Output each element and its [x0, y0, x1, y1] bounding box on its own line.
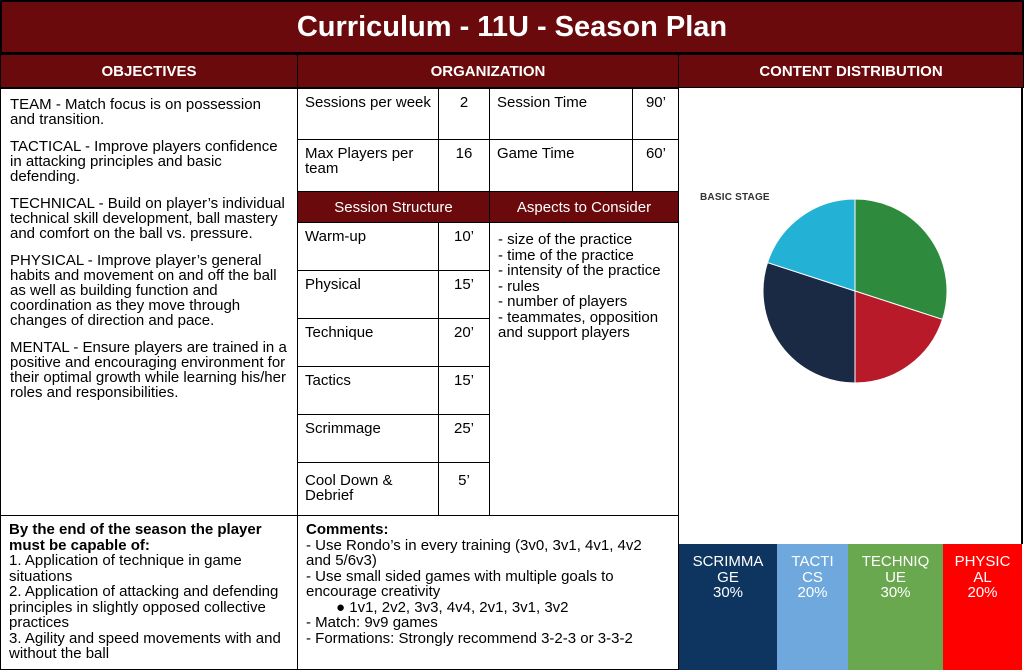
comment-item: - Match: 9v9 games	[306, 614, 438, 631]
aspect-item: - teammates, opposition and support players	[498, 308, 659, 341]
capable-heading: By the end of the season the player must be capable of:	[9, 521, 262, 554]
distribution-percent: 30%	[880, 584, 911, 601]
structure-row-label: Scrimmage	[297, 414, 439, 463]
objective-tactical: TACTICAL - Improve players confidence in attacking principles and basic defending.	[10, 138, 278, 185]
objective-physical: PHYSICAL - Improve player’s general habits and movement on and off the ball as well as building function and coordination as they move through changes of direction and pace.	[10, 252, 277, 329]
distribution-label: SCRIMMA GE	[692, 553, 764, 586]
aspects-header: Aspects to Consider	[489, 191, 679, 223]
distribution-scrimmage	[679, 544, 777, 670]
objective-mental: MENTAL - Ensure players are trained in a positive and encouraging environment for their optimal growth while learning his/her roles and responsibilities.	[10, 339, 287, 401]
session-time-value: 90’	[632, 88, 679, 140]
comment-bullet-item: ● 1v1, 2v2, 3v3, 4v4, 2v1, 3v1, 3v2	[336, 598, 569, 616]
distribution-label: PHYSIC AL	[954, 553, 1011, 586]
capable-item: 2. Application of attacking and defending principles in slightly opposed collective practices	[9, 583, 279, 631]
game-time-label: Game Time	[489, 139, 633, 192]
comment-item: - Formations: Strongly recommend 3-2-3 or 3-3-2	[306, 629, 633, 647]
comment-item: - Use Rondo’s in every training (3v0, 3v1, 4v1, 4v2 and 5/6v3)	[306, 536, 642, 569]
capable-item: 1. Application of technique in game situations	[9, 552, 242, 585]
pie-chart-title: BASIC STAGE	[700, 192, 770, 203]
session-structure-header: Session Structure	[297, 191, 490, 223]
objectives-panel	[0, 88, 298, 516]
aspect-item: - time of the practice	[498, 246, 634, 264]
content-distribution-header: CONTENT DISTRIBUTION	[678, 54, 1024, 88]
distribution-label: TECHNIQ UE	[861, 553, 930, 586]
structure-row-value: 15’	[438, 366, 490, 415]
distribution-technique	[848, 544, 943, 670]
max-players-label: Max Players per team	[297, 139, 439, 192]
structure-row-value: 20’	[438, 318, 490, 367]
distribution-percent: 20%	[967, 584, 998, 601]
structure-row-label: Warm-up	[297, 222, 439, 271]
session-time-label: Session Time	[489, 88, 633, 140]
distribution-percent: 30%	[712, 584, 744, 601]
structure-row-value: 15’	[438, 270, 490, 319]
pie-chart	[760, 196, 950, 386]
objective-team: TEAM - Match focus is on possession and transition.	[10, 96, 261, 128]
capable-item: 3. Agility and speed movements with and without the ball	[9, 629, 281, 662]
aspect-item: - intensity of the practice	[498, 262, 661, 279]
objectives-header: OBJECTIVES	[0, 54, 298, 88]
comments-heading: Comments:	[306, 521, 389, 538]
aspect-item: - rules	[498, 277, 540, 295]
comment-item: - Use small sided games with multiple goals to encourage creativity	[306, 567, 614, 600]
pie-chart-panel	[680, 88, 1023, 544]
distribution-label: TACTI CS	[791, 553, 834, 586]
structure-row-label: Physical	[297, 270, 439, 319]
structure-row-label: Tactics	[297, 366, 439, 415]
aspect-item: - number of players	[498, 293, 628, 310]
structure-row-label: Cool Down & Debrief	[297, 462, 439, 516]
structure-row-label: Technique	[297, 318, 439, 367]
distribution-percent: 20%	[797, 584, 828, 601]
organization-header: ORGANIZATION	[297, 54, 679, 88]
sessions-per-week-value: 2	[438, 88, 490, 140]
comments-panel	[297, 515, 679, 670]
capable-panel	[0, 515, 298, 670]
distribution-physical	[943, 544, 1022, 670]
structure-row-value: 10’	[438, 222, 490, 271]
sessions-per-week-label: Sessions per week	[297, 88, 439, 140]
objective-technical: TECHNICAL - Build on player’s individual technical skill development, ball mastery and comfort on the ball vs. pressure.	[10, 195, 285, 242]
aspects-panel	[489, 222, 679, 516]
distribution-tactics	[777, 544, 848, 670]
max-players-value: 16	[438, 139, 490, 192]
game-time-value: 60’	[632, 139, 679, 192]
aspect-item: - size of the practice	[498, 231, 633, 248]
page-title: Curriculum - 11U - Season Plan	[0, 0, 1024, 54]
structure-row-value: 5’	[438, 462, 490, 516]
structure-row-value: 25’	[438, 414, 490, 463]
